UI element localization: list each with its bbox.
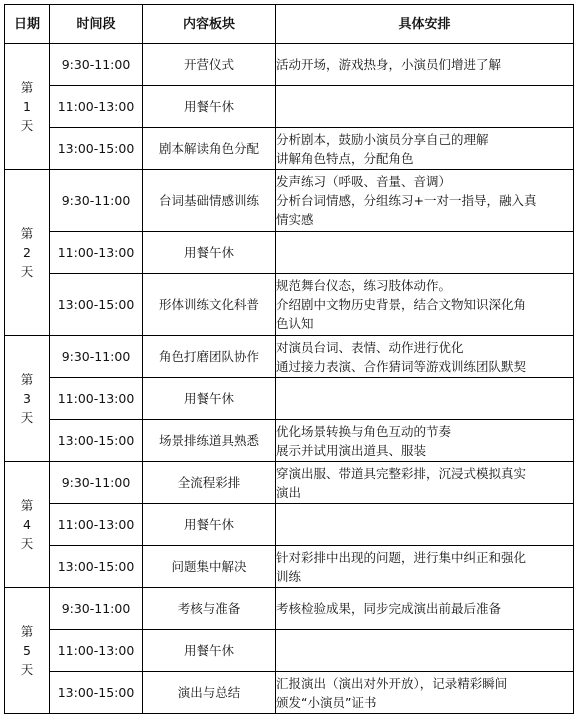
table-row [5, 128, 574, 170]
detail-cell [276, 504, 574, 546]
detail-cell [276, 232, 574, 274]
content-module-cell: 用餐午休 [143, 504, 276, 546]
detail-cell [276, 462, 574, 504]
table-row [5, 420, 574, 462]
day-label-cell [5, 588, 50, 714]
detail-line: 色认知 [276, 316, 314, 331]
detail-cell [276, 588, 574, 630]
day-label-part: 1 [23, 99, 31, 114]
time-slot-cell: 11:00-13:00 [50, 232, 143, 274]
table-header [5, 5, 574, 44]
detail-line: 讲解角色特点，分配角色 [276, 150, 414, 166]
day-label-cell [5, 170, 50, 336]
detail-cell [276, 630, 574, 672]
table-row [5, 588, 574, 630]
time-slot-cell: 13:00-15:00 [50, 672, 143, 714]
time-slot-cell: 11:00-13:00 [50, 504, 143, 546]
detail-line: 针对彩排中出现的问题，进行集中纠正和强化 [276, 549, 527, 565]
detail-line: 活动开场，游戏热身，小演员们增进了解 [276, 57, 502, 72]
detail-line: 分析台词情感，分组练习+一对一指导，融入真 [276, 193, 537, 208]
day-label-part: 天 [20, 662, 34, 677]
detail-line: 情实感 [276, 212, 314, 227]
day-label-part: 天 [20, 264, 34, 279]
time-slot-cell: 11:00-13:00 [50, 86, 143, 128]
detail-cell [276, 170, 574, 232]
content-module-cell: 剧本解读角色分配 [143, 128, 276, 170]
time-slot-cell: 9:30-11:00 [50, 462, 143, 504]
content-module-cell: 考核与准备 [143, 588, 276, 630]
header-detail: 具体安排 [276, 5, 574, 44]
table-row [5, 274, 574, 336]
detail-line: 展示并试用演出道具、服装 [276, 442, 427, 458]
day-label-part: 天 [20, 118, 34, 133]
table-row [5, 546, 574, 588]
detail-line: 介绍剧中文物历史背景，结合文物知识深化角 [276, 297, 527, 312]
time-slot-cell: 13:00-15:00 [50, 274, 143, 336]
time-slot-cell: 9:30-11:00 [50, 336, 143, 378]
detail-cell [276, 378, 574, 420]
detail-line: 优化场景转换与角色互动的节奏 [276, 423, 452, 439]
time-slot-cell: 11:00-13:00 [50, 630, 143, 672]
time-slot-cell: 13:00-15:00 [50, 546, 143, 588]
content-module-cell: 形体训练文化科普 [143, 274, 276, 336]
day-label-cell [5, 44, 50, 170]
detail-line: 穿演出服、带道具完整彩排，沉浸式模拟真实 [276, 465, 527, 481]
table-row [5, 630, 574, 672]
day-label-cell [5, 462, 50, 588]
detail-cell [276, 274, 574, 336]
time-slot-cell: 9:30-11:00 [50, 170, 143, 232]
time-slot-cell: 13:00-15:00 [50, 420, 143, 462]
detail-line: 训练 [276, 568, 302, 584]
detail-cell [276, 128, 574, 170]
day-label-part: 2 [23, 245, 31, 260]
table-row [5, 672, 574, 714]
content-module-cell: 用餐午休 [143, 378, 276, 420]
content-module-cell: 用餐午休 [143, 630, 276, 672]
day-label-part: 4 [23, 517, 31, 532]
table-row [5, 462, 574, 504]
detail-line: 颁发“小演员”证书 [276, 694, 377, 710]
detail-cell [276, 44, 574, 86]
detail-cell [276, 420, 574, 462]
detail-line: 规范舞台仪态，练习肢体动作。 [276, 278, 452, 293]
content-module-cell: 全流程彩排 [143, 462, 276, 504]
table-row [5, 232, 574, 274]
table-row [5, 44, 574, 86]
detail-line: 通过接力表演、合作猜词等游戏训练团队默契 [276, 358, 527, 374]
header-time: 时间段 [50, 5, 143, 44]
time-slot-cell: 9:30-11:00 [50, 588, 143, 630]
time-slot-cell: 13:00-15:00 [50, 128, 143, 170]
day-label-part: 第 [20, 226, 34, 241]
day-label-part: 3 [23, 391, 31, 406]
detail-line: 考核检验成果，同步完成演出前最后准备 [276, 601, 502, 616]
day-label-part: 第 [20, 624, 34, 639]
detail-cell [276, 546, 574, 588]
header-item: 内容板块 [143, 5, 276, 44]
content-module-cell: 场景排练道具熟悉 [143, 420, 276, 462]
detail-line: 分析剧本，鼓励小演员分享自己的理解 [276, 131, 489, 147]
day-label-part: 第 [20, 80, 34, 95]
day-label-part: 5 [23, 643, 31, 658]
table-row [5, 504, 574, 546]
time-slot-cell: 11:00-13:00 [50, 378, 143, 420]
day-label-cell [5, 336, 50, 462]
content-module-cell: 角色打磨团队协作 [143, 336, 276, 378]
table-row [5, 336, 574, 378]
content-module-cell: 台词基础情感训练 [143, 170, 276, 232]
table-row [5, 378, 574, 420]
detail-line: 对演员台词、表情、动作进行优化 [276, 339, 464, 355]
table-row [5, 86, 574, 128]
content-module-cell: 开营仪式 [143, 44, 276, 86]
detail-line: 汇报演出（演出对外开放），记录精彩瞬间 [276, 675, 508, 691]
detail-line: 演出 [276, 484, 302, 500]
time-slot-cell: 9:30-11:00 [50, 44, 143, 86]
day-label-part: 第 [20, 498, 34, 513]
schedule-table [4, 4, 574, 714]
table-row [5, 170, 574, 232]
content-module-cell: 问题集中解决 [143, 546, 276, 588]
header-day: 日期 [5, 5, 50, 44]
table-body [5, 44, 574, 714]
content-module-cell: 用餐午休 [143, 86, 276, 128]
content-module-cell: 用餐午休 [143, 232, 276, 274]
content-module-cell: 演出与总结 [143, 672, 276, 714]
header-row [5, 5, 574, 44]
detail-line: 发声练习（呼吸、音量、音调） [276, 174, 452, 189]
day-label-part: 天 [20, 536, 34, 551]
day-label-part: 天 [20, 410, 34, 425]
detail-cell [276, 672, 574, 714]
detail-cell [276, 336, 574, 378]
day-label-part: 第 [20, 372, 34, 387]
detail-cell [276, 86, 574, 128]
